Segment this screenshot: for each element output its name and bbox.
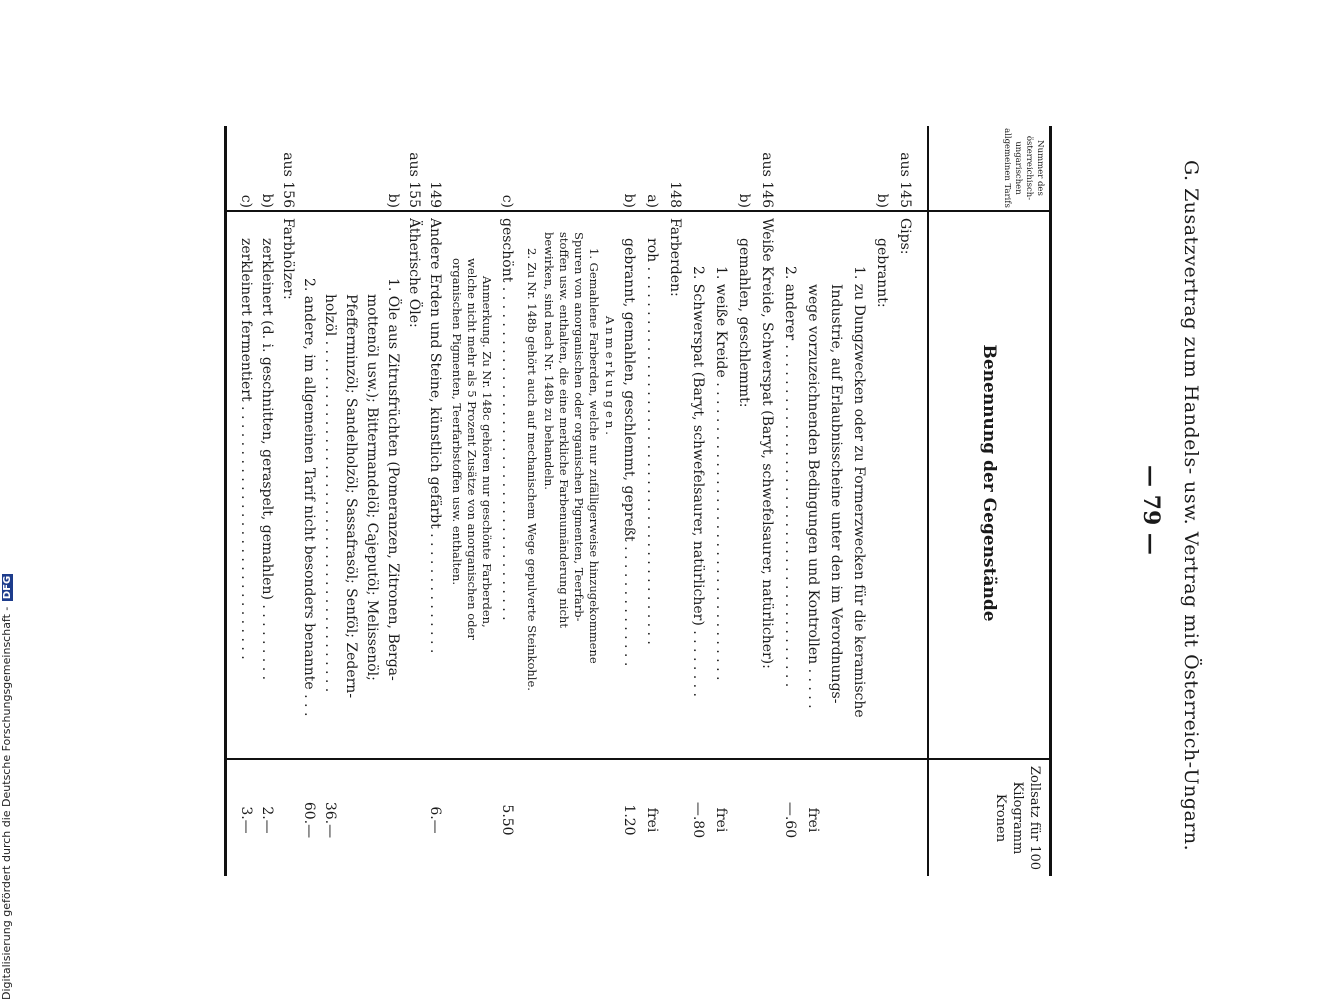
row-rate: frei (805, 807, 821, 833)
table-row (640, 126, 664, 876)
note-1-line-3: stoffen usw. enthalten, die eine merkliche Farbenumänderung nicht (557, 232, 571, 628)
row-number: 148 (667, 181, 683, 208)
row-number: b) (874, 193, 890, 208)
row-rate: 2.— (259, 806, 275, 834)
row-number: c) (238, 194, 254, 208)
note-c-line-3: organischen Pigmenten, Teerfarbstoffen usw. enthalten. (450, 258, 464, 586)
row-rate: —.60 (782, 801, 798, 839)
row-rate: 6.— (427, 806, 443, 834)
row-description: Gips: (897, 218, 913, 255)
table-row (778, 126, 802, 876)
row-description: Farberden: (667, 218, 683, 297)
table-row (339, 126, 363, 876)
row-description: gemahlen, geschlemmt: (736, 238, 752, 408)
row-description: zerkleinert fermentiert . . . . . . . . . . . . . . . . . . . . . . . . . . . . . (238, 238, 254, 660)
row-description: holzöl . . . . . . . . . . . . . . . . . . . . . . . . . . . . . . . . . . . . . . . . (322, 294, 338, 693)
row-description: 1. Öle aus Zitrusfrüchten (Pomeranzen, Zitronen, Berga- (385, 278, 401, 681)
page-header-title: G. Zusatzvertrag zum Handels- usw. Vertrag mit Österreich-Ungarn. (1180, 160, 1202, 852)
row-number: 149 (427, 181, 443, 208)
digitization-credit (0, 574, 13, 1000)
table-row (255, 126, 279, 876)
table-row (732, 126, 756, 876)
row-description: geschönt . . . . . . . . . . . . . . . . . . . . . . . . . . . . . . . . . . . . . . (499, 218, 515, 621)
row-rate: frei (713, 807, 729, 833)
table-row (495, 126, 519, 876)
row-description: roh . . . . . . . . . . . . . . . . . . . . . . . . . . . . . . . . . . . . . . . . . . . (644, 238, 660, 645)
row-rate: 36.— (322, 801, 338, 839)
notes-title: Anmerkungen. (603, 316, 617, 438)
row-rate: 60.— (301, 801, 317, 839)
row-number: c) (499, 194, 515, 208)
table-row (297, 126, 321, 876)
row-number: b) (259, 193, 275, 208)
note-c-line-1: Anmerkung. Zu Nr. 148c gehören nur geschönte Farberden, (480, 276, 494, 628)
table-row (893, 126, 917, 876)
page-number: — 79 — (1138, 465, 1164, 555)
row-description: gebrannt: (874, 238, 890, 308)
column-header-name: Benennung der Gegenstände (979, 344, 999, 622)
row-description: 1. weiße Kreide . . . . . . . . . . . . . . . . . . . . . . . . . . . . . . . . . . (713, 266, 729, 681)
dfg-logo: DFG (2, 575, 13, 600)
table-row (360, 126, 384, 876)
table-row (663, 126, 687, 876)
row-number: aus 145 (897, 152, 913, 208)
tariff-table (224, 126, 1052, 876)
note-2: 2. Zu Nr. 148b gehört auch auf mechanischem Wege gepulverte Steinkohle. (525, 248, 539, 691)
row-description: 2. Schwerspat (Baryt, schwefelsaurer, natürlicher) . . . . . . . . (690, 266, 706, 697)
row-rate: frei (644, 807, 660, 833)
header-divider (927, 126, 929, 876)
row-number: b) (736, 193, 752, 208)
note-1-line-1: 1. Gemahlene Farberden, welche nur zufälligerweise hinzugekommene (587, 248, 601, 664)
row-description: Farbhölzer: (280, 218, 296, 300)
row-rate: 3.— (238, 806, 254, 834)
table-row (617, 126, 641, 876)
row-description: Industrie, auf Erlaubnisscheine unter den im Verordnungs- (828, 284, 844, 704)
row-description: zerkleinert (d. i. geschnitten, geraspelt, gemahlen) . . . . . . . . . (259, 238, 275, 681)
row-number: aus 156 (280, 152, 296, 208)
table-row (824, 126, 848, 876)
row-description: 2. anderer . . . . . . . . . . . . . . . . . . . . . . . . . . . . . . . . . . . . . . . (782, 266, 798, 688)
table-row (870, 126, 894, 876)
row-number: b) (621, 193, 637, 208)
credit-text: Digitalisierung gefördert durch die Deutsche Forschungsgemeinschaft - (0, 606, 13, 1000)
table-row (847, 126, 871, 876)
row-number: a) (644, 194, 660, 208)
row-description: mottenöl usw.); Bittermandelöl; Cajeputöl; Melissenöl; (364, 294, 380, 681)
row-description: wege vorzuzeichnenden Bedingungen und Kontrollen . . . . . (805, 284, 821, 709)
row-description: Pfefferminzöl; Sandelholzöl; Sassafrasöl; Senföl; Zedern- (343, 294, 359, 699)
column-header-number: Nummer des österreichisch-ungarischen allgemeinen Tarifs (1002, 128, 1045, 208)
row-number: aus 146 (759, 152, 775, 208)
row-description: Andere Erden und Steine, künstlich gefärbt . . . . . . . . . . . . . . (427, 218, 443, 654)
row-rate: 1.20 (621, 804, 637, 836)
row-description: Ätherische Öle: (406, 218, 422, 328)
row-description: 1. zu Dungzwecken oder zu Formerzwecken für die keramische (851, 266, 867, 718)
table-row (709, 126, 733, 876)
table-row (276, 126, 300, 876)
row-number: b) (385, 193, 401, 208)
row-rate: —.80 (690, 801, 706, 839)
note-1-line-4: bewirken, sind nach Nr. 148b zu behandeln. (542, 232, 556, 490)
note-c-line-2: welche nicht mehr als 5 Prozent Zusätze von anorganischen oder (465, 258, 479, 640)
table-row (801, 126, 825, 876)
column-header-rate: Zollsatz für 100 Kilogramm Kronen (993, 765, 1042, 871)
note-1-line-2: Spuren von anorganischen oder organischen Pigmenten, Teerfarb- (572, 232, 586, 622)
table-row (234, 126, 258, 876)
row-description: gebrannt, gemahlen, geschlemmt, gepreßt . . . . . . . . . . . . . . (621, 238, 637, 667)
row-number: aus 155 (406, 152, 422, 208)
table-row (318, 126, 342, 876)
table-row (686, 126, 710, 876)
row-description: 2. andere, im allgemeinen Tarif nicht besonders benannte . . . (301, 278, 317, 717)
table-row (423, 126, 447, 876)
table-row (381, 126, 405, 876)
row-description: Weiße Kreide, Schwerspat (Baryt, schwefelsaurer, natürlicher): (759, 218, 775, 669)
table-row (755, 126, 779, 876)
row-rate: 5.50 (499, 804, 515, 836)
table-row (402, 126, 426, 876)
